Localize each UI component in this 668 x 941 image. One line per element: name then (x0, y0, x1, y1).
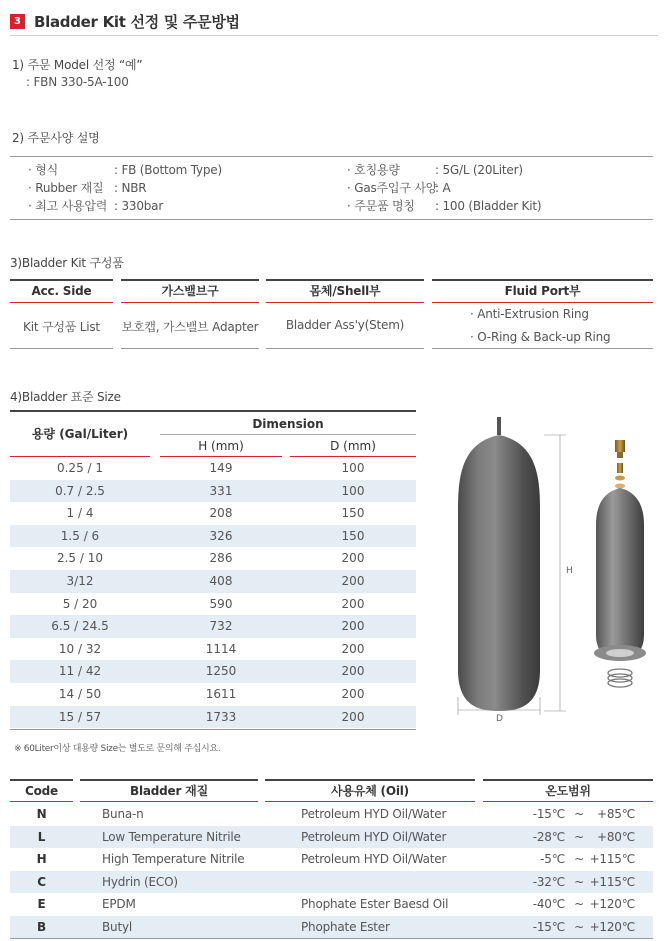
size-cell-d: 150 (341, 528, 365, 543)
size-cell-d: 200 (341, 551, 365, 566)
divider (10, 729, 416, 730)
material-cell-material: Butyl (102, 920, 132, 934)
size-cell-h: 1733 (205, 709, 237, 724)
table-row (10, 893, 653, 916)
size-cell-h: 1114 (205, 641, 237, 656)
size-cell-h: 408 (209, 574, 233, 588)
table-row (10, 826, 653, 849)
size-cell-cap: 15 / 57 (58, 709, 102, 724)
size-cell-d: 200 (341, 596, 365, 611)
size-cell-cap: 1 / 4 (66, 506, 94, 521)
size-cell-d: 200 (341, 641, 365, 656)
material-cell-tmin: -15℃ (532, 807, 565, 821)
material-cell-tmin: -32℃ (532, 874, 565, 889)
size-cell-cap: 11 / 42 (58, 664, 102, 679)
sizes-header-h: H (mm) (198, 439, 244, 453)
size-cell-cap: 5 / 20 (62, 596, 98, 611)
spec-row: · 주문품 명칭 : 100 (Bladder Kit) (347, 199, 542, 213)
material-cell-material: Buna-n (102, 807, 144, 821)
size-cell-h: 326 (209, 528, 233, 543)
material-cell-fluid: Petroleum HYD Oil/Water (301, 829, 447, 844)
order-spec-right (347, 161, 542, 215)
materials-header-material: Bladder 재질 (80, 779, 258, 802)
material-cell-material: High Temperature Nitrile (102, 852, 245, 867)
table-row (10, 525, 416, 548)
material-cell-tmin: -28℃ (532, 829, 565, 844)
materials-header-code: Code (10, 779, 73, 802)
dimension-h-label: H (566, 566, 573, 576)
table-row (10, 706, 416, 729)
spec-row: · Rubber 재질 : NBR (28, 181, 147, 195)
size-cell-h: 732 (209, 619, 233, 634)
material-cell-material: EPDM (102, 897, 136, 912)
table-row (10, 615, 416, 638)
sizes-header-dimension: Dimension (160, 415, 416, 435)
material-cell-tmax: +115℃ (589, 874, 635, 889)
size-cell-cap: 2.5 / 10 (56, 551, 104, 566)
size-cell-h: 590 (209, 596, 233, 611)
components-acc-side: Kit 구성품 List (23, 320, 100, 334)
table-row (10, 480, 416, 503)
size-cell-cap: 14 / 50 (58, 687, 102, 701)
material-cell-tmax: +120℃ (589, 920, 635, 934)
material-cell-code: B (37, 920, 46, 934)
size-cell-d: 200 (341, 664, 365, 679)
table-row (10, 547, 416, 570)
material-cell-tmax: +80℃ (596, 829, 635, 844)
divider (10, 348, 113, 349)
spec-row: · 호칭용량 : 5G/L (20Liter) (347, 163, 523, 177)
order-spec-box (10, 156, 653, 220)
spec-row: · Gas주입구 사양 : A (347, 181, 451, 195)
material-cell-code: N (36, 807, 47, 821)
size-cell-cap: 0.25 / 1 (56, 461, 104, 475)
material-cell-code: L (37, 829, 46, 844)
sizes-heading: 4)Bladder 표준 Size (10, 390, 121, 404)
size-cell-d: 100 (341, 483, 365, 498)
table-row (10, 803, 653, 826)
bladder-illustration (440, 415, 660, 725)
large-bladder (458, 417, 540, 711)
table-row (10, 502, 416, 525)
sizes-header-d: D (mm) (330, 439, 376, 453)
size-cell-cap: 0.7 / 2.5 (55, 483, 105, 498)
table-row (10, 916, 653, 939)
order-model-heading: 1) 주문 Model 선정 “예” (12, 58, 143, 72)
size-cell-h: 149 (209, 461, 233, 475)
table-row (10, 683, 416, 706)
size-cell-cap: 10 / 32 (58, 641, 102, 656)
order-spec-heading: 2) 주문사양 설명 (12, 131, 100, 145)
material-cell-sep: ~ (574, 920, 584, 934)
material-cell-sep: ~ (574, 874, 584, 889)
spec-row: · 형식 : FB (Bottom Type) (28, 163, 222, 177)
material-cell-fluid: Phophate Ester Baesd Oil (301, 897, 449, 912)
material-cell-material: Low Temperature Nitrile (102, 829, 241, 844)
dimension-d-label: D (496, 714, 503, 724)
material-cell-tmin: -15℃ (532, 920, 565, 934)
size-cell-h: 331 (209, 483, 233, 498)
section-header (10, 8, 658, 36)
small-bladder-kit (594, 440, 646, 687)
material-cell-fluid: Petroleum HYD Oil/Water (301, 807, 447, 821)
material-cell-code: E (37, 897, 46, 912)
size-cell-d: 200 (341, 709, 365, 724)
material-cell-tmax: +85℃ (596, 807, 635, 821)
sizes-header-capacity: 용량 (Gal/Liter) (31, 427, 129, 441)
components-header-shell: 몸체/Shell부 (266, 279, 424, 303)
size-cell-h: 286 (209, 551, 233, 566)
spec-row: · 최고 사용압력 : 330bar (28, 199, 164, 213)
size-cell-cap: 3/12 (66, 574, 94, 588)
material-cell-tmax: +120℃ (589, 897, 635, 912)
components-fluid-port-item: · O-Ring & Back-up Ring (470, 330, 611, 344)
table-row (10, 570, 416, 593)
table-row (10, 457, 416, 480)
components-header-gas-valve: 가스밸브구 (121, 279, 259, 303)
components-header-acc-side: Acc. Side (10, 279, 113, 303)
materials-header-temperature: 온도범위 (483, 779, 653, 802)
material-cell-sep: ~ (574, 852, 584, 867)
material-cell-fluid: Phophate Ester (301, 920, 390, 934)
size-cell-d: 200 (341, 687, 365, 701)
table-row (10, 638, 416, 661)
material-cell-sep: ~ (574, 829, 584, 844)
components-heading: 3)Bladder Kit 구성품 (10, 256, 124, 270)
components-header-fluid-port: Fluid Port부 (432, 279, 653, 303)
components-fluid-port-item: · Anti-Extrusion Ring (470, 307, 589, 321)
components-shell: Bladder Ass'y(Stem) (285, 318, 405, 332)
size-cell-d: 200 (341, 619, 365, 634)
material-cell-fluid: Petroleum HYD Oil/Water (301, 852, 447, 867)
material-cell-code: C (37, 874, 46, 889)
size-cell-h: 1250 (205, 664, 237, 679)
components-gas-valve: 보호캡, 가스밸브 Adapter (121, 320, 259, 334)
material-cell-code: H (36, 852, 47, 867)
divider (10, 938, 653, 939)
divider (121, 348, 259, 349)
divider (432, 348, 653, 349)
size-cell-h: 208 (209, 506, 233, 521)
order-model-example: : FBN 330-5A-100 (26, 75, 129, 89)
material-cell-sep: ~ (574, 807, 584, 821)
size-cell-d: 100 (341, 461, 365, 475)
section-number-badge: 3 (10, 14, 25, 29)
material-cell-tmin: -5℃ (540, 852, 565, 867)
material-cell-tmin: -40℃ (532, 897, 565, 912)
material-cell-sep: ~ (574, 897, 584, 912)
order-spec-left (28, 161, 222, 215)
table-row (10, 848, 653, 871)
sizes-note: ※ 60Liter이상 대용량 Size는 별도로 문의해 주십시요. (14, 744, 221, 754)
divider (266, 348, 424, 349)
size-cell-d: 150 (341, 506, 365, 521)
size-cell-cap: 6.5 / 24.5 (51, 619, 109, 634)
material-cell-tmax: +115℃ (589, 852, 635, 867)
table-row (10, 593, 416, 616)
materials-header-fluid: 사용유체 (Oil) (265, 779, 475, 802)
size-cell-cap: 1.5 / 6 (60, 528, 100, 543)
material-cell-material: Hydrin (ECO) (102, 874, 178, 889)
table-row (10, 660, 416, 683)
size-cell-h: 1611 (205, 687, 237, 701)
size-cell-d: 200 (341, 574, 365, 588)
section-title: Bladder Kit 선정 및 주문방법 (34, 13, 240, 31)
table-row (10, 871, 653, 894)
